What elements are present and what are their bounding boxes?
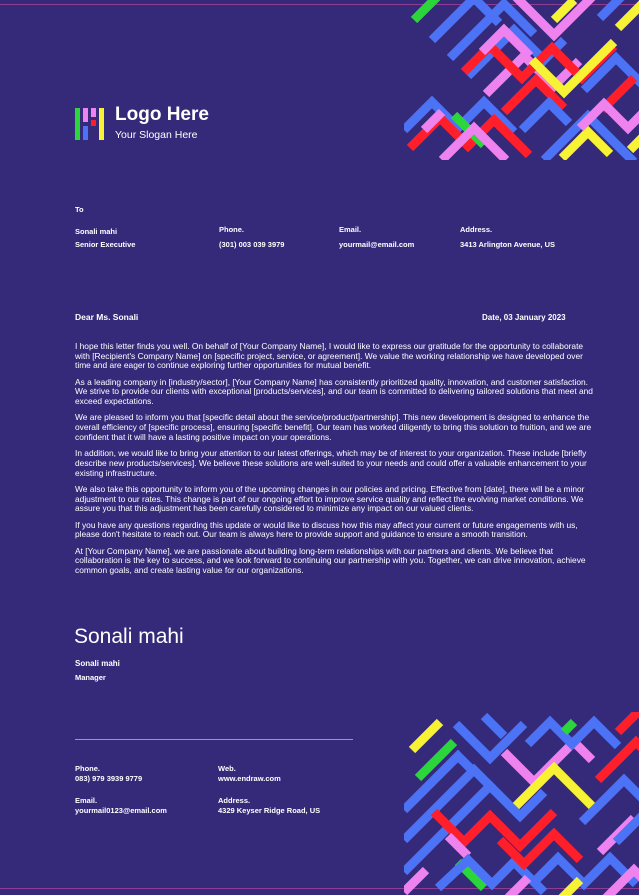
letter-paragraph: At [Your Company Name], we are passionate about building long-term relationships with our partners and clients. We believe that collaboration is the key to success, and we look forward to continuing our partnership with you. Together, we can drive innovation, achieve common goals, and create lasting value for our organizations. — [75, 545, 586, 575]
email-value: yourmail@email.com — [339, 240, 415, 249]
logo-title: Logo Here — [115, 104, 209, 125]
pattern-stripe — [580, 104, 639, 128]
letter-paragraph: I hope this letter finds you well. On behalf of [Your Company Name], I would like to express our gratitude for the opportunity to collaborate with [Recipient's Company Name] on [specific project, service, or agreement]. We value the working relationship we have developed over time and are eager to continue exploring further opportunities for mutual benefit. — [75, 341, 584, 371]
pattern-stripe — [598, 742, 639, 780]
letter-greeting: Dear Ms. Sonali — [75, 312, 139, 322]
logo-bar-pink-right — [91, 108, 96, 117]
to-label: To — [75, 205, 84, 214]
pattern-stripe — [618, 712, 639, 732]
footer-address-label: Address. — [218, 796, 251, 805]
pattern-stripe — [414, 0, 444, 20]
geometric-pattern-bottom — [404, 712, 639, 895]
phone-value: (301) 003 039 3979 — [219, 240, 285, 249]
logo-slogan: Your Slogan Here — [115, 129, 198, 141]
phone-label: Phone. — [219, 225, 245, 234]
footer-phone-value: 083) 979 3939 9779 — [75, 774, 143, 783]
pattern-stripe — [618, 2, 639, 28]
logo-bar-blue — [83, 126, 88, 140]
logo-bar-yellow — [99, 108, 104, 140]
footer-divider — [75, 739, 353, 740]
pattern-stripe — [630, 136, 639, 150]
recipient-name: Sonali mahi — [75, 227, 118, 236]
footer-email-value[interactable]: yourmail0123@email.com — [75, 806, 167, 815]
signer-title: Manager — [75, 673, 106, 682]
letter-date: Date, 03 January 2023 — [482, 313, 566, 322]
footer-address-value: 4329 Keyser Ridge Road, US — [218, 806, 321, 815]
logo-bar-green — [75, 108, 80, 140]
footer-web-value[interactable]: www.endraw.com — [218, 774, 281, 783]
logo-bar-pink — [83, 108, 88, 122]
logo-mark-icon — [75, 106, 105, 140]
email-label: Email. — [339, 225, 362, 234]
address-label: Address. — [460, 225, 493, 234]
pattern-stripe — [456, 724, 524, 758]
letter-paragraph: We also take this opportunity to inform you of the upcoming changes in our policies and pricing. Effective from [date], there will be a minor adjustment to our rates. This change is part of our ongoing effort to improve service quality and reflect the evolving market conditions. We assure you that this adjustment has been carefully considered to minimize any impact on our valued clients. — [75, 483, 585, 514]
pattern-stripe — [412, 722, 440, 750]
pattern-stripe — [600, 0, 628, 18]
letter-body — [75, 342, 593, 582]
footer-email-label: Email. — [75, 796, 98, 805]
pattern-stripe — [508, 878, 528, 895]
address-value: 3413 Arlington Avenue, US — [460, 240, 556, 249]
pattern-stripe — [562, 880, 580, 895]
footer-web-label: Web. — [218, 764, 236, 773]
letter-paragraph: As a leading company in [industry/sector], [Your Company Name] has consistently prioritized quality, innovation, and customer satisfaction. We strive to provide our clients with exceptional [products/services], and our team is committed to delivering tailored solutions that meet and exceed expectations. — [75, 376, 593, 407]
geometric-pattern-top — [404, 0, 639, 160]
letter-paragraph: In addition, we would like to bring your attention to our latest offerings, which may be of interest to your organization. These include [briefly describe new products/services]. We believe these solutions are well-suited to your needs and could offer a valuable enhancement to your existing infrastructure. — [75, 448, 587, 478]
recipient-position: Senior Executive — [75, 240, 136, 249]
pattern-stripe — [564, 722, 574, 732]
pattern-stripe — [424, 112, 442, 130]
logo-bar-red — [91, 120, 96, 126]
company-logo — [75, 104, 209, 141]
pattern-stripe — [484, 716, 504, 736]
letter-paragraph: We are pleased to inform you that [specific detail about the service/product/partnership]. This new development is designed to enhance the overall efficiency of [specific process], ensuring [specific benefit]. Our team has worked diligently to bring this solution to fruition, and we are confident that it will have a lasting positive impact on your operations. — [75, 412, 592, 442]
letter-paragraph: If you have any questions regarding this update or would like to discuss how this may affect your current or future engagements with us, please don't hesitate to reach out. Our team is always here to provide support and guidance to ensure a smooth transition. — [75, 519, 578, 540]
signature: Sonali mahi — [74, 625, 184, 648]
signer-name: Sonali mahi — [75, 659, 120, 668]
footer-phone-label: Phone. — [75, 764, 101, 773]
